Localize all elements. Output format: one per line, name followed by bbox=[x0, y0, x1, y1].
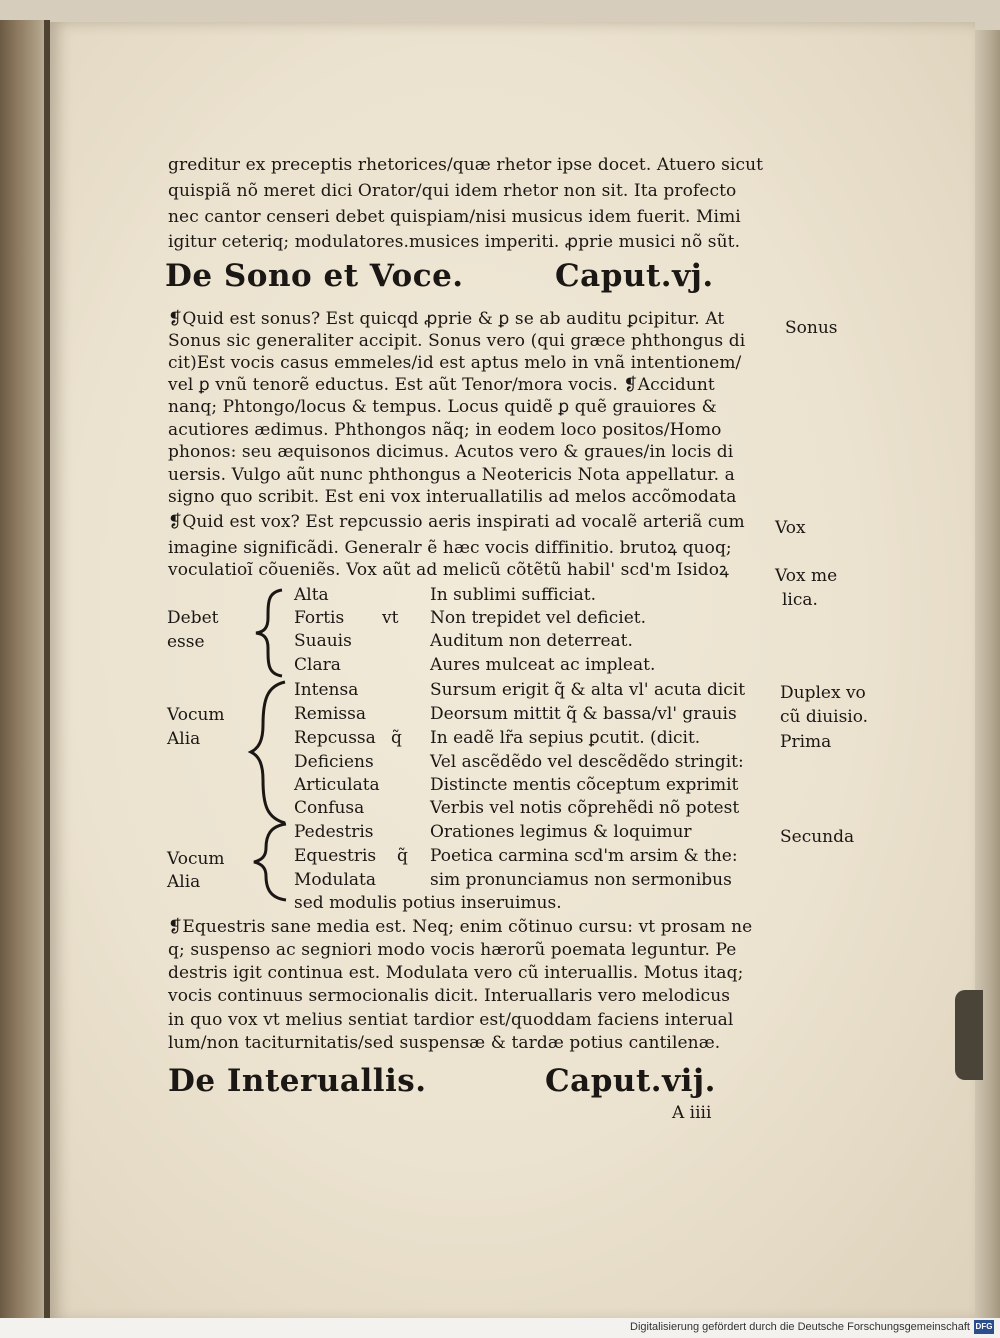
text-line: phonos: seu æquisonos dicimus. Acutos vero & graues/in locis di bbox=[168, 442, 734, 462]
table-conj: vt bbox=[382, 608, 399, 628]
brace-icon bbox=[245, 680, 290, 825]
table-def: In sublimi sufficiat. bbox=[430, 585, 596, 605]
table-def: sed modulis potius inseruimus. bbox=[294, 893, 562, 913]
signature-mark: A iiii bbox=[672, 1103, 712, 1123]
footer-credit: Digitalisierung gefördert durch die Deutsche Forschungsgemeinschaft bbox=[630, 1321, 970, 1333]
chapter-label: Caput.vj. bbox=[555, 258, 714, 294]
table-def: Non trepidet vel deficiet. bbox=[430, 608, 647, 628]
table-term: Repcussa bbox=[294, 728, 376, 748]
text-line: destris igit continua est. Modulata vero cũ interuallis. Motus itaq; bbox=[168, 963, 744, 983]
text-line: greditur ex preceptis rhetorices/quæ rhetor ipse docet. Atuero sicut bbox=[168, 155, 764, 175]
text-line: imagine significãdi. Generalr ẽ hæc vocis diffinitio. brutoꝝ quoq; bbox=[168, 538, 732, 558]
table-label: Vocum bbox=[167, 705, 225, 725]
text-line: q; suspenso ac segniori modo vocis hærorũ poemata leguntur. Pe bbox=[168, 940, 737, 960]
section-heading: De Interuallis. bbox=[168, 1063, 427, 1099]
text-line: nec cantor censeri debet quispiam/nisi musicus idem fuerit. Mimi bbox=[168, 207, 741, 227]
text-line: uersis. Vulgo aũt nunc phthongus a Neotericis Nota appellatur. a bbox=[168, 465, 735, 485]
table-term: Modulata bbox=[294, 870, 377, 890]
text-line: nanq; Phtongo/locus & tempus. Locus quidẽ ꝑ quẽ grauiores & bbox=[168, 397, 717, 417]
text-line: vocis continuus sermocionalis dicit. Interuallaris vero melodicus bbox=[168, 986, 731, 1006]
margin-note: cũ diuisio. bbox=[780, 707, 869, 727]
table-def: Orationes legimus & loquimur bbox=[430, 822, 692, 842]
table-term: Alta bbox=[294, 585, 329, 605]
table-def: Poetica carmina scd'm arsim & the: bbox=[430, 846, 738, 866]
margin-note: Sonus bbox=[785, 318, 838, 338]
text-line: igitur ceteriq; modulatores.musices imperiti. ꝓprie musici nõ sũt. bbox=[168, 232, 741, 252]
table-def: Auditum non deterreat. bbox=[430, 631, 633, 651]
margin-note: Vox me bbox=[775, 566, 838, 586]
table-def: Sursum erigit q̃ & alta vl' acuta dicit bbox=[430, 680, 746, 700]
table-label: Alia bbox=[167, 729, 201, 749]
table-label: Debet bbox=[167, 608, 219, 628]
text-line: quispiã nõ meret dici Orator/qui idem rhetor non sit. Ita profecto bbox=[168, 181, 737, 201]
table-term: Equestris bbox=[294, 846, 377, 866]
text-line: ❡Equestris sane media est. Neq; enim cõtinuo cursu: vt prosam ne bbox=[168, 917, 753, 937]
table-label: Alia bbox=[167, 872, 201, 892]
text-line: voculatioĩ cõueniẽs. Vox aũt ad melicũ cõtẽtũ habil' scd'm Isidoꝝ bbox=[168, 560, 729, 580]
margin-note: lica. bbox=[782, 590, 818, 610]
margin-note: Vox bbox=[775, 518, 806, 538]
table-term: Confusa bbox=[294, 798, 365, 818]
table-term: Articulata bbox=[294, 775, 380, 795]
table-term: Pedestris bbox=[294, 822, 374, 842]
page-tab bbox=[955, 990, 983, 1080]
text-line: in quo vox vt melius sentiat tardior est/quoddam faciens interual bbox=[168, 1010, 734, 1030]
table-term: Clara bbox=[294, 655, 341, 675]
text-line: vel ꝑ vnũ tenorẽ eductus. Est aũt Tenor/mora vocis. ❡Accidunt bbox=[168, 375, 715, 395]
table-term: Suauis bbox=[294, 631, 352, 651]
text-line: ❡Quid est vox? Est repcussio aeris inspirati ad vocalẽ arteriã cum bbox=[168, 512, 745, 532]
text-line: acutiores ædimus. Phthongos nãq; in eodem loco positos/Homo bbox=[168, 420, 722, 440]
table-conj: q̃ bbox=[397, 846, 408, 866]
table-def: Vel ascẽdẽdo vel descẽdẽdo stringit: bbox=[430, 752, 744, 772]
text-line: Sonus sic generaliter accipit. Sonus vero (qui græce phthongus di bbox=[168, 331, 746, 351]
margin-note: Secunda bbox=[780, 827, 855, 847]
margin-note: Prima bbox=[780, 732, 832, 752]
table-term: Deficiens bbox=[294, 752, 374, 772]
text-line: cit)Est vocis casus emmeles/id est aptus melo in vnã intentionem/ bbox=[168, 353, 742, 373]
chapter-label: Caput.vij. bbox=[545, 1063, 716, 1099]
table-label: Vocum bbox=[167, 849, 225, 869]
table-def: In eadẽ lr̃a sepius ꝑcutit. (dicit. bbox=[430, 728, 701, 748]
table-label: esse bbox=[167, 632, 205, 652]
table-conj: q̃ bbox=[391, 728, 402, 748]
table-def: Distincte mentis cõceptum exprimit bbox=[430, 775, 739, 795]
table-def: Aures mulceat ac impleat. bbox=[430, 655, 656, 675]
brace-icon bbox=[250, 588, 290, 678]
book-binding bbox=[0, 20, 44, 1325]
margin-note: Duplex vo bbox=[780, 683, 866, 703]
table-term: Fortis bbox=[294, 608, 345, 628]
table-term: Remissa bbox=[294, 704, 367, 724]
table-def: Deorsum mittit q̃ & bassa/vl' grauis bbox=[430, 704, 737, 724]
text-line: lum/non taciturnitatis/sed suspensæ & tardæ potius cantilenæ. bbox=[168, 1033, 721, 1053]
dfg-logo: DFG bbox=[974, 1320, 994, 1334]
brace-icon bbox=[250, 822, 290, 902]
table-def: sim pronunciamus non sermonibus bbox=[430, 870, 732, 890]
table-def: Verbis vel notis cõprehẽdi nõ potest bbox=[430, 798, 740, 818]
table-term: Intensa bbox=[294, 680, 359, 700]
page-stack-edge bbox=[975, 30, 1000, 1320]
text-line: ❡Quid est sonus? Est quicqd ꝓprie & ꝑ se ab auditu ꝑcipitur. At bbox=[168, 309, 725, 329]
text-line: signo quo scribit. Est eni vox interuallatilis ad melos accõmodata bbox=[168, 487, 737, 507]
section-heading: De Sono et Voce. bbox=[165, 258, 464, 294]
